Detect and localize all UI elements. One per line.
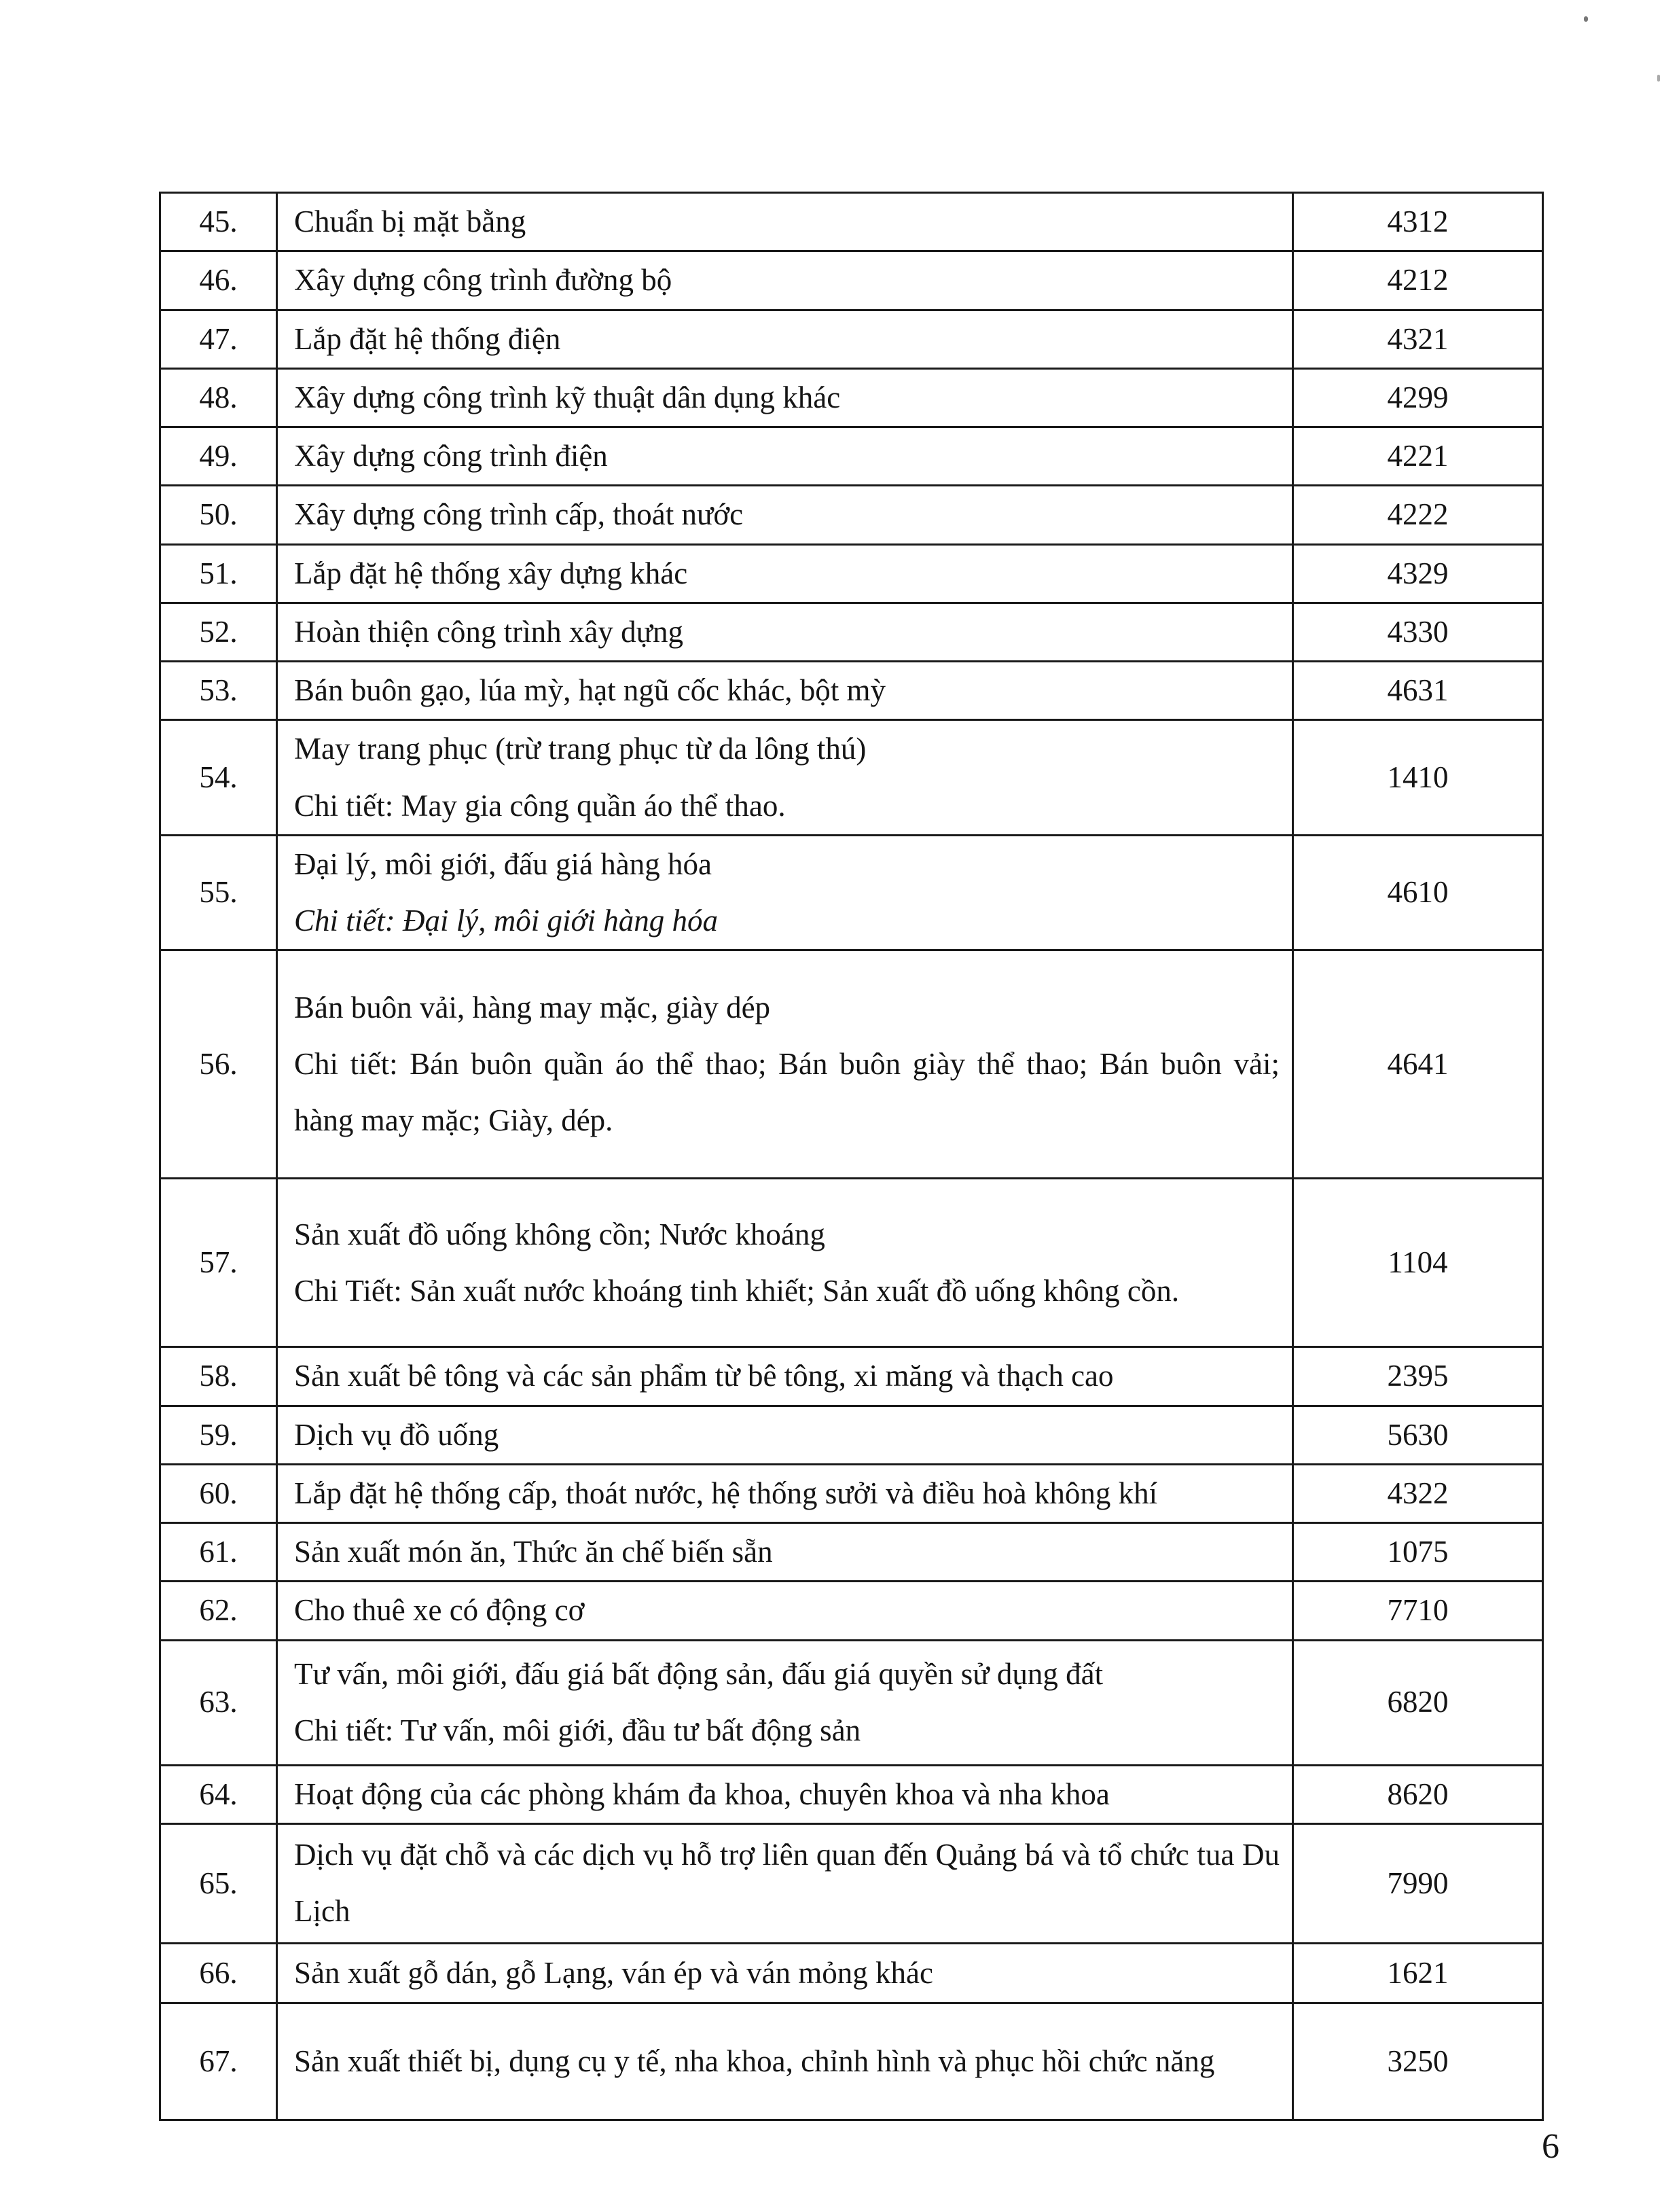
table-row [160, 251, 1543, 310]
activity-name: Chuẩn bị mặt bằng [294, 204, 526, 238]
row-number: 62. [160, 1582, 277, 1640]
activity-name: Sản xuất gỗ dán, gỗ Lạng, ván ép và ván mỏng khác [294, 1955, 934, 1990]
page-number: 6 [1542, 2127, 1559, 2166]
table-row [160, 720, 1543, 836]
activity-name-cell [277, 1523, 1293, 1582]
activity-name: Xây dựng công trình kỹ thuật dân dụng khác [294, 380, 841, 414]
row-number: 56. [160, 950, 277, 1179]
row-number: 49. [160, 427, 277, 486]
table-row [160, 1406, 1543, 1464]
activity-name: May trang phục (trừ trang phục từ da lông thú) [294, 732, 867, 766]
activity-name-cell [277, 1406, 1293, 1464]
activity-name-cell [277, 1823, 1293, 1943]
table-row [160, 1823, 1543, 1943]
row-number: 61. [160, 1523, 277, 1582]
activity-name-cell [277, 603, 1293, 661]
industry-code: 4222 [1293, 486, 1543, 544]
activity-name-cell [277, 662, 1293, 720]
activity-name: Lắp đặt hệ thống cấp, thoát nước, hệ thống sưởi và điều hoà không khí [294, 1476, 1158, 1510]
industry-code: 4299 [1293, 368, 1543, 427]
table-row [160, 1640, 1543, 1765]
industry-code: 8620 [1293, 1765, 1543, 1823]
table-row [160, 2003, 1543, 2120]
activity-name: Sản xuất bê tông và các sản phẩm từ bê tông, xi măng và thạch cao [294, 1359, 1114, 1393]
table-row [160, 1464, 1543, 1522]
activity-name-cell [277, 1943, 1293, 2003]
activity-detail: Chi tiết: Tư vấn, môi giới, đầu tư bất động sản [294, 1713, 861, 1747]
row-number: 64. [160, 1765, 277, 1823]
table-row [160, 310, 1543, 368]
row-number: 52. [160, 603, 277, 661]
activity-name: Dịch vụ đặt chỗ và các dịch vụ hỗ trợ liên quan đến Quảng bá và tổ chức tua Du Lịch [294, 1838, 1280, 1929]
activity-name: Xây dựng công trình cấp, thoát nước [294, 497, 744, 532]
activity-name: Bán buôn gạo, lúa mỳ, hạt ngũ cốc khác, bột mỳ [294, 673, 886, 707]
industry-code: 4212 [1293, 251, 1543, 310]
table-row [160, 603, 1543, 661]
row-number: 57. [160, 1179, 277, 1347]
activity-name: Lắp đặt hệ thống xây dựng khác [294, 556, 688, 590]
row-number: 53. [160, 662, 277, 720]
activity-name: Sản xuất món ăn, Thức ăn chế biến sẵn [294, 1535, 773, 1569]
industry-code: 1410 [1293, 720, 1543, 836]
table-row [160, 1582, 1543, 1640]
table-row [160, 368, 1543, 427]
industry-code: 4641 [1293, 950, 1543, 1179]
activity-name: Hoạt động của các phòng khám đa khoa, chuyên khoa và nha khoa [294, 1777, 1110, 1811]
table-row [160, 950, 1543, 1179]
industry-code: 4329 [1293, 544, 1543, 603]
table-row [160, 835, 1543, 950]
activity-detail: Chi tiết: Bán buôn quần áo thể thao; Bán buôn giày thể thao; Bán buôn vải; hàng may mặc; Giày, dép. [294, 1047, 1280, 1138]
row-number: 67. [160, 2003, 277, 2120]
activity-name-cell [277, 950, 1293, 1179]
activity-name-cell [277, 486, 1293, 544]
activity-name-cell [277, 835, 1293, 950]
industry-code: 4631 [1293, 662, 1543, 720]
table-row [160, 1179, 1543, 1347]
activity-name-cell [277, 1179, 1293, 1347]
scan-speck [1584, 16, 1588, 22]
row-number: 65. [160, 1823, 277, 1943]
industry-code: 4610 [1293, 835, 1543, 950]
table-row [160, 662, 1543, 720]
table-row [160, 193, 1543, 251]
activity-name-cell [277, 1582, 1293, 1640]
industry-code: 4321 [1293, 310, 1543, 368]
industry-code: 1621 [1293, 1943, 1543, 2003]
row-number: 63. [160, 1640, 277, 1765]
activity-name: Đại lý, môi giới, đấu giá hàng hóa [294, 846, 712, 881]
activity-name: Xây dựng công trình đường bộ [294, 263, 672, 298]
scan-speck [1657, 75, 1660, 82]
row-number: 46. [160, 251, 277, 310]
row-number: 47. [160, 310, 277, 368]
table-row [160, 1347, 1543, 1406]
row-number: 58. [160, 1347, 277, 1406]
activity-name-cell [277, 1640, 1293, 1765]
row-number: 66. [160, 1943, 277, 2003]
row-number: 45. [160, 193, 277, 251]
industry-code: 3250 [1293, 2003, 1543, 2120]
row-number: 55. [160, 835, 277, 950]
activity-name-cell [277, 544, 1293, 603]
industry-code: 1104 [1293, 1179, 1543, 1347]
table-row [160, 486, 1543, 544]
row-number: 51. [160, 544, 277, 603]
table-row [160, 1765, 1543, 1823]
table-row [160, 427, 1543, 486]
activity-name-cell [277, 1464, 1293, 1522]
industry-code: 5630 [1293, 1406, 1543, 1464]
industry-code: 1075 [1293, 1523, 1543, 1582]
activity-detail: Chi tiết: Đại lý, môi giới hàng hóa [294, 904, 718, 938]
row-number: 54. [160, 720, 277, 836]
activity-name: Sản xuất thiết bị, dụng cụ y tế, nha khoa, chỉnh hình và phục hồi chức năng [294, 2044, 1215, 2078]
activity-name: Hoàn thiện công trình xây dựng [294, 614, 684, 649]
activity-name: Tư vấn, môi giới, đấu giá bất động sản, đấu giá quyền sử dụng đất [294, 1656, 1104, 1691]
industry-code: 4312 [1293, 193, 1543, 251]
table-row [160, 544, 1543, 603]
activity-detail: Chi tiết: May gia công quần áo thể thao. [294, 788, 786, 823]
activity-name-cell [277, 1347, 1293, 1406]
industry-code: 6820 [1293, 1640, 1543, 1765]
activity-name: Cho thuê xe có động cơ [294, 1593, 585, 1628]
table-row [160, 1523, 1543, 1582]
activity-name-cell [277, 310, 1293, 368]
activity-name-cell [277, 193, 1293, 251]
activity-name: Bán buôn vải, hàng may mặc, giày dép [294, 990, 771, 1024]
row-number: 50. [160, 486, 277, 544]
activity-name-cell [277, 1765, 1293, 1823]
industry-code: 2395 [1293, 1347, 1543, 1406]
activity-name: Xây dựng công trình điện [294, 439, 608, 473]
industry-code: 4330 [1293, 603, 1543, 661]
business-activity-table [159, 192, 1544, 2121]
activity-name-cell [277, 720, 1293, 836]
activity-name-cell [277, 251, 1293, 310]
activity-detail: Chi Tiết: Sản xuất nước khoáng tinh khiết; Sản xuất đồ uống không cồn. [294, 1273, 1180, 1308]
row-number: 60. [160, 1464, 277, 1522]
activity-name-cell [277, 427, 1293, 486]
activity-name: Dịch vụ đồ uống [294, 1417, 499, 1452]
activity-name-cell [277, 2003, 1293, 2120]
table-row [160, 1943, 1543, 2003]
industry-code: 7710 [1293, 1582, 1543, 1640]
activity-name: Sản xuất đồ uống không cồn; Nước khoáng [294, 1217, 825, 1251]
industry-code: 4322 [1293, 1464, 1543, 1522]
activity-name-cell [277, 368, 1293, 427]
table-body [160, 193, 1543, 2120]
industry-code: 4221 [1293, 427, 1543, 486]
activity-name: Lắp đặt hệ thống điện [294, 321, 561, 356]
industry-code: 7990 [1293, 1823, 1543, 1943]
row-number: 48. [160, 368, 277, 427]
row-number: 59. [160, 1406, 277, 1464]
